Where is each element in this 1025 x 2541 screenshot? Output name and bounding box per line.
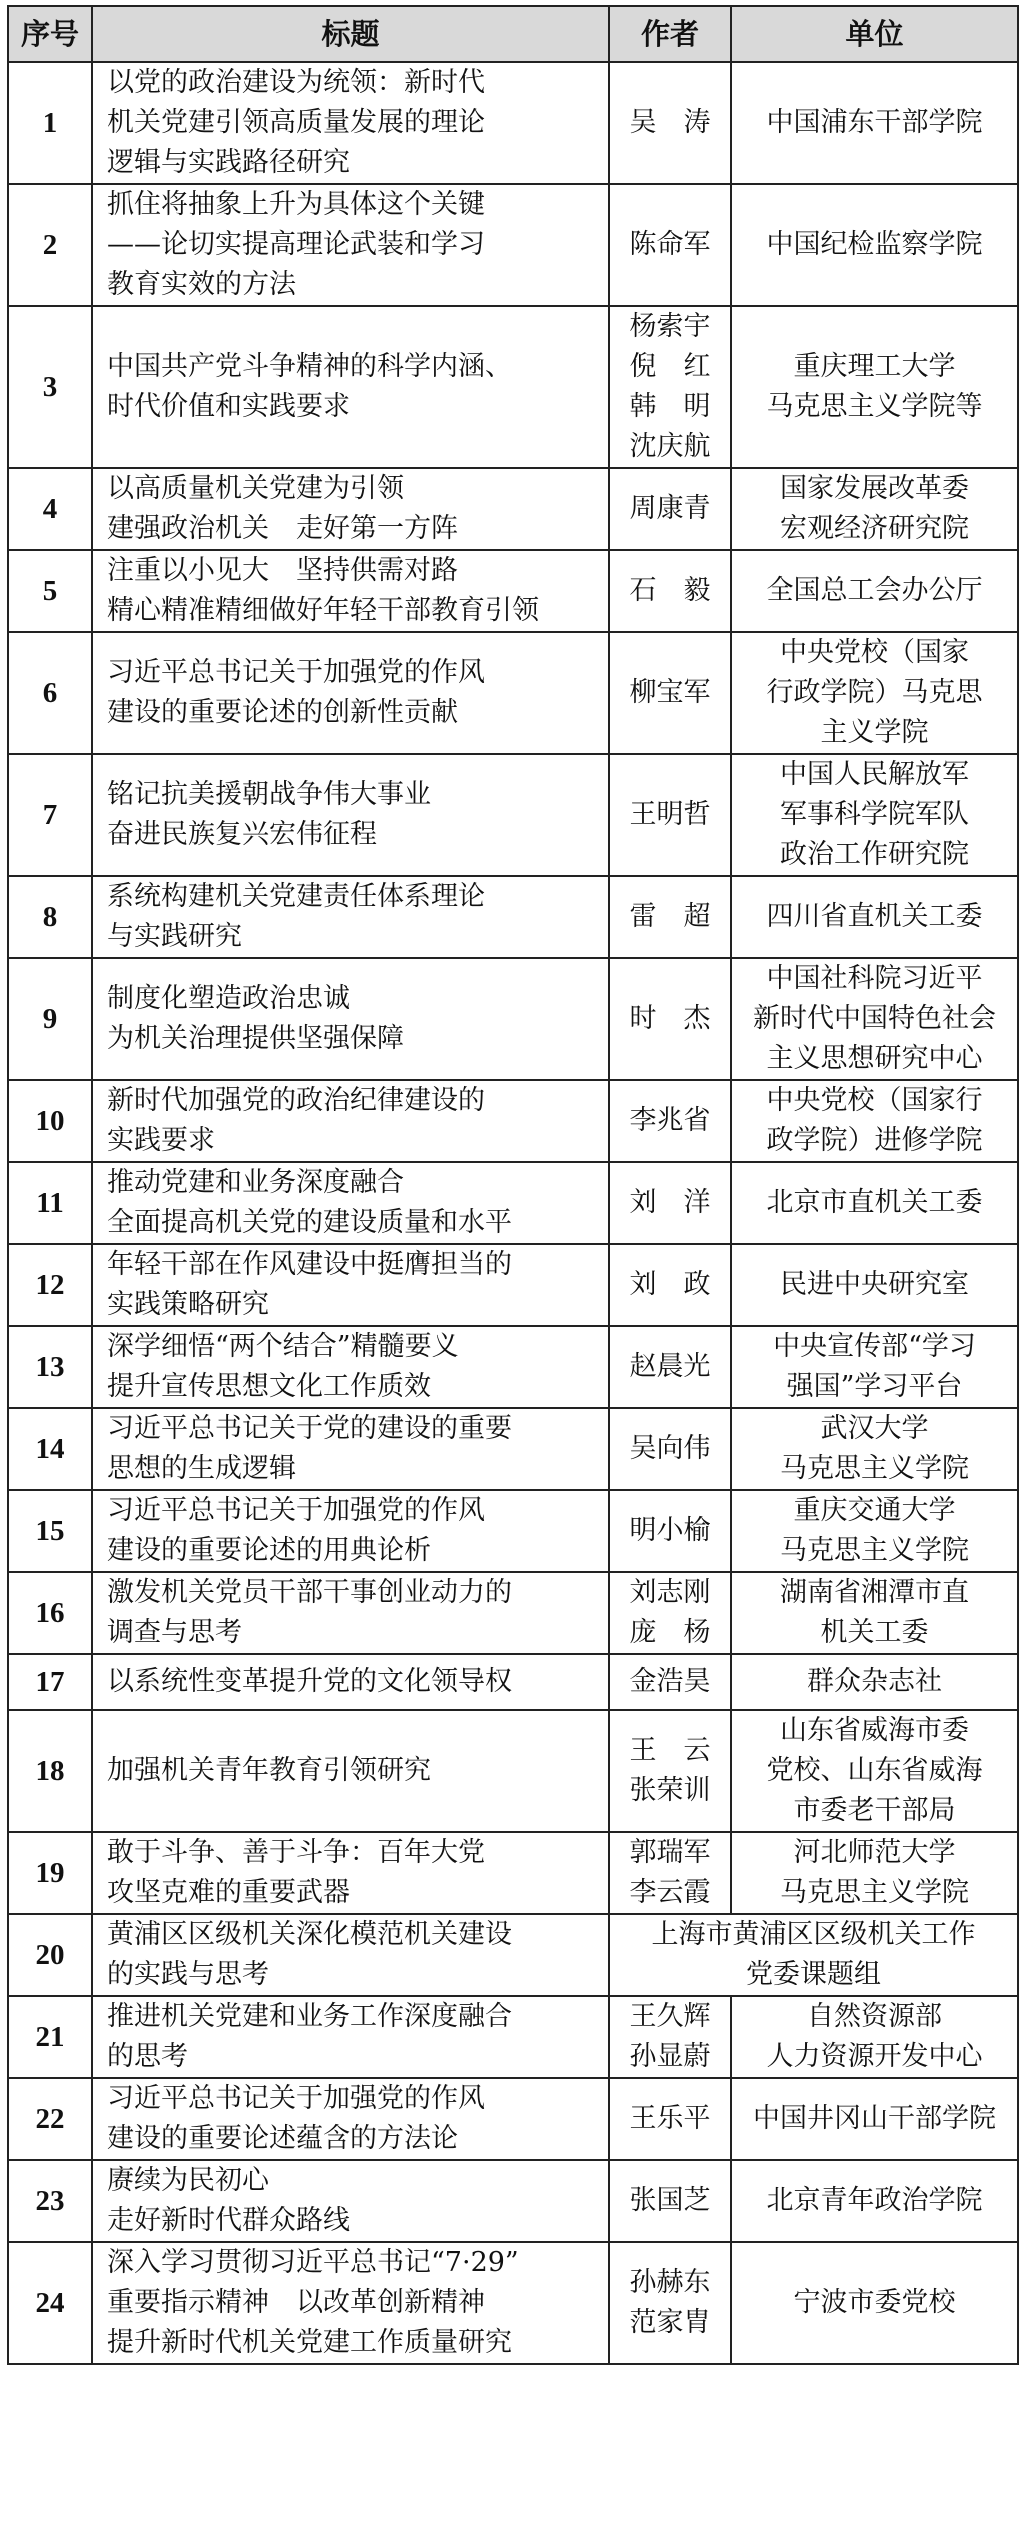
unit-line: 群众杂志社: [807, 1666, 942, 1697]
unit-line: 党校、山东省威海: [766, 1755, 983, 1786]
unit-line: 河北师范大学: [793, 1837, 956, 1868]
paper-title-line: 建设的重要论述的用典论析: [107, 1535, 431, 1566]
unit-line: 马克思主义学院等: [766, 391, 983, 422]
unit: [731, 1408, 1018, 1490]
paper-title-line: 加强机关青年教育引领研究: [107, 1755, 431, 1786]
unit-line: 马克思主义学院: [780, 1535, 969, 1566]
paper-title-line: 为机关治理提供坚强保障: [107, 1023, 404, 1054]
paper-title: [92, 632, 609, 754]
row-number: 10: [8, 1080, 92, 1162]
table-row: [8, 2160, 1018, 2242]
row-number: 17: [8, 1654, 92, 1710]
unit-line: 北京市直机关工委: [766, 1187, 983, 1218]
unit-line: 国家发展改革委: [780, 473, 969, 504]
unit: [731, 62, 1018, 184]
paper-title: [92, 1490, 609, 1572]
paper-title-line: 建强政治机关 走好第一方阵: [107, 513, 458, 544]
unit: [731, 876, 1018, 958]
paper-title-line: 提升新时代机关党建工作质量研究: [107, 2327, 512, 2358]
paper-title-line: 深入学习贯彻习近平总书记“7·29”: [107, 2247, 519, 2278]
author: [609, 1408, 731, 1490]
paper-title-line: 的思考: [107, 2041, 188, 2072]
paper-title: [92, 62, 609, 184]
paper-title-line: 时代价值和实践要求: [107, 391, 350, 422]
unit: [731, 468, 1018, 550]
unit: [731, 550, 1018, 632]
paper-title-line: 全面提高机关党的建设质量和水平: [107, 1207, 512, 1238]
unit-line: 宁波市委党校: [793, 2287, 956, 2318]
row-number: 15: [8, 1490, 92, 1572]
table-row: [8, 184, 1018, 306]
paper-title-line: 黄浦区区级机关深化模范机关建设: [107, 1919, 512, 1950]
paper-title-line: 铭记抗美援朝战争伟大事业: [107, 779, 431, 810]
paper-title: [92, 1572, 609, 1654]
unit-line: 机关工委: [820, 1617, 929, 1648]
table-row: [8, 306, 1018, 468]
paper-title-line: 中国共产党斗争精神的科学内涵、: [107, 351, 512, 382]
author-line: 韩 明: [629, 391, 711, 422]
author-line: 王久辉: [629, 2001, 711, 2032]
table-row: [8, 62, 1018, 184]
paper-title-line: 奋进民族复兴宏伟征程: [107, 819, 377, 850]
unit: [731, 2160, 1018, 2242]
paper-title: [92, 1244, 609, 1326]
author: [609, 1572, 731, 1654]
paper-title-line: 敢于斗争、善于斗争：百年大党: [107, 1837, 485, 1868]
unit: [731, 1080, 1018, 1162]
paper-title-line: 抓住将抽象上升为具体这个关键: [107, 189, 485, 220]
paper-title: [92, 2160, 609, 2242]
table-row: [8, 754, 1018, 876]
unit: [731, 184, 1018, 306]
paper-title-line: 精心精准精细做好年轻干部教育引领: [107, 595, 539, 626]
author-line: 沈庆航: [629, 431, 711, 462]
header-no: 序号: [8, 6, 92, 62]
paper-title: [92, 876, 609, 958]
author-line: 王乐平: [629, 2103, 711, 2134]
author: [609, 958, 731, 1080]
author-line: 郭瑞军: [629, 1837, 711, 1868]
paper-title-line: 机关党建引领高质量发展的理论: [107, 107, 485, 138]
author-line: 庞 杨: [629, 1617, 711, 1648]
author: [609, 1326, 731, 1408]
unit-line: 重庆交通大学: [793, 1495, 956, 1526]
paper-title-line: 推进机关党建和业务工作深度融合: [107, 2001, 512, 2032]
row-number: 23: [8, 2160, 92, 2242]
paper-title: [92, 1996, 609, 2078]
unit-line: 主义思想研究中心: [766, 1043, 983, 1074]
paper-title-line: 提升宣传思想文化工作质效: [107, 1371, 431, 1402]
author-line: 刘 政: [629, 1269, 711, 1300]
paper-title: [92, 468, 609, 550]
row-number: 21: [8, 1996, 92, 2078]
author-line: 周康青: [629, 493, 711, 524]
unit-line: 中国纪检监察学院: [766, 229, 983, 260]
paper-title-line: 习近平总书记关于加强党的作风: [107, 1495, 485, 1526]
unit-line: 马克思主义学院: [780, 1453, 969, 1484]
paper-title-line: 以高质量机关党建为引领: [107, 473, 404, 504]
unit-line: 宏观经济研究院: [780, 513, 969, 544]
unit-line: 民进中央研究室: [780, 1269, 969, 1300]
unit-line: 军事科学院军队: [780, 799, 969, 830]
table-row: [8, 1408, 1018, 1490]
unit: [731, 1832, 1018, 1914]
paper-title-line: 思想的生成逻辑: [107, 1453, 296, 1484]
unit: [731, 2242, 1018, 2364]
row-number: 22: [8, 2078, 92, 2160]
unit: [731, 632, 1018, 754]
author: [609, 632, 731, 754]
paper-title: [92, 754, 609, 876]
unit: [731, 1996, 1018, 2078]
unit: [731, 1654, 1018, 1710]
table-row: [8, 2078, 1018, 2160]
unit-line: 中国井冈山干部学院: [753, 2103, 996, 2134]
row-number: 2: [8, 184, 92, 306]
paper-title-line: 推动党建和业务深度融合: [107, 1167, 404, 1198]
table-row: [8, 1162, 1018, 1244]
paper-title-line: 实践策略研究: [107, 1289, 269, 1320]
unit-line: 行政学院）马克思: [766, 677, 983, 708]
row-number: 16: [8, 1572, 92, 1654]
paper-title-line: 注重以小见大 坚持供需对路: [107, 555, 458, 586]
paper-title-line: 以党的政治建设为统领：新时代: [107, 67, 485, 98]
unit-line: 市委老干部局: [793, 1795, 956, 1826]
unit-line: 人力资源开发中心: [766, 2041, 983, 2072]
paper-title-line: 的实践与思考: [107, 1959, 269, 1990]
unit: [731, 754, 1018, 876]
papers-table: [7, 5, 1019, 2365]
paper-title-line: 教育实效的方法: [107, 269, 296, 300]
unit-line: 北京青年政治学院: [766, 2185, 983, 2216]
row-number: 6: [8, 632, 92, 754]
paper-title: [92, 1326, 609, 1408]
paper-title-line: 新时代加强党的政治纪律建设的: [107, 1085, 485, 1116]
author: [609, 1832, 731, 1914]
author: [609, 62, 731, 184]
paper-title-line: 习近平总书记关于加强党的作风: [107, 2083, 485, 2114]
unit-line: 中国社科院习近平: [766, 963, 983, 994]
author-unit-merged: [609, 1914, 1018, 1996]
author-line: 李兆省: [629, 1105, 711, 1136]
author: [609, 1996, 731, 2078]
author-line: 杨索宇: [629, 311, 711, 342]
row-number: 14: [8, 1408, 92, 1490]
table-row: [8, 1080, 1018, 1162]
paper-title-line: 与实践研究: [107, 921, 242, 952]
author-line: 倪 红: [629, 351, 711, 382]
paper-title: [92, 958, 609, 1080]
row-number: 5: [8, 550, 92, 632]
row-number: 8: [8, 876, 92, 958]
author: [609, 184, 731, 306]
row-number: 1: [8, 62, 92, 184]
header-author: 作者: [609, 6, 731, 62]
paper-title: [92, 306, 609, 468]
author-line: 王 云: [629, 1735, 711, 1766]
table-row: [8, 1996, 1018, 2078]
paper-title-line: 逻辑与实践路径研究: [107, 147, 350, 178]
paper-title-line: 攻坚克难的重要武器: [107, 1877, 350, 1908]
paper-title: [92, 1914, 609, 1996]
header-title: 标题: [92, 6, 609, 62]
author-line: 张国芝: [629, 2185, 711, 2216]
author-line: 李云霞: [629, 1877, 711, 1908]
author-line: 刘 洋: [629, 1187, 711, 1218]
unit: [731, 1162, 1018, 1244]
table-row: [8, 1326, 1018, 1408]
row-number: 9: [8, 958, 92, 1080]
table-row: [8, 1914, 1018, 1996]
table-row: [8, 1490, 1018, 1572]
paper-title-line: 调查与思考: [107, 1617, 242, 1648]
row-number: 24: [8, 2242, 92, 2364]
author: [609, 468, 731, 550]
author: [609, 2242, 731, 2364]
paper-title: [92, 2242, 609, 2364]
author: [609, 1490, 731, 1572]
unit: [731, 1710, 1018, 1832]
paper-title: [92, 184, 609, 306]
unit: [731, 1490, 1018, 1572]
paper-title: [92, 2078, 609, 2160]
author: [609, 550, 731, 632]
unit-line: 中央宣传部“学习: [773, 1331, 976, 1362]
author-line: 吴 涛: [629, 107, 711, 138]
table-row: [8, 1710, 1018, 1832]
author: [609, 1244, 731, 1326]
unit-line: 政学院）进修学院: [766, 1125, 983, 1156]
author: [609, 1080, 731, 1162]
author-line: 赵晨光: [629, 1351, 711, 1382]
unit-line: 自然资源部: [807, 2001, 942, 2032]
author-line: 明小榆: [629, 1515, 711, 1546]
author: [609, 1162, 731, 1244]
table-row: [8, 1244, 1018, 1326]
paper-title-line: 激发机关党员干部干事创业动力的: [107, 1577, 512, 1608]
row-number: 11: [8, 1162, 92, 1244]
unit-line: 中央党校（国家行: [766, 1085, 983, 1116]
paper-title: [92, 1710, 609, 1832]
paper-title-line: 建设的重要论述的创新性贡献: [107, 697, 458, 728]
paper-title-line: 深学细悟“两个结合”精髓要义: [107, 1331, 459, 1362]
paper-title-line: 习近平总书记关于加强党的作风: [107, 657, 485, 688]
unit-line: 重庆理工大学: [793, 351, 956, 382]
table-row: [8, 632, 1018, 754]
unit-line: 主义学院: [820, 717, 929, 748]
author: [609, 2160, 731, 2242]
table-row: [8, 2242, 1018, 2364]
table-row: [8, 1572, 1018, 1654]
unit-line: 强国”学习平台: [786, 1371, 963, 1402]
table-row: [8, 468, 1018, 550]
author-line: 石 毅: [629, 575, 711, 606]
author: [609, 2078, 731, 2160]
unit-line: 武汉大学: [820, 1413, 929, 1444]
author-line: 孙显蔚: [629, 2041, 711, 2072]
paper-title: [92, 1654, 609, 1710]
unit: [731, 1244, 1018, 1326]
row-number: 20: [8, 1914, 92, 1996]
author: [609, 1654, 731, 1710]
paper-title-line: 以系统性变革提升党的文化领导权: [107, 1666, 512, 1697]
unit: [731, 958, 1018, 1080]
unit-line: 政治工作研究院: [780, 839, 969, 870]
table-row: [8, 958, 1018, 1080]
paper-title-line: 制度化塑造政治忠诚: [107, 983, 350, 1014]
paper-title-line: 走好新时代群众路线: [107, 2205, 350, 2236]
paper-title-line: 建设的重要论述蕴含的方法论: [107, 2123, 458, 2154]
row-number: 3: [8, 306, 92, 468]
paper-title: [92, 550, 609, 632]
unit: [731, 2078, 1018, 2160]
unit-line: 山东省威海市委: [780, 1715, 969, 1746]
author-line: 刘志刚: [629, 1577, 711, 1608]
unit-line: 湖南省湘潭市直: [780, 1577, 969, 1608]
author-unit-merged-line: 上海市黄浦区区级机关工作: [651, 1919, 976, 1950]
table-row: [8, 876, 1018, 958]
paper-title: [92, 1080, 609, 1162]
author-unit-merged-line: 党委课题组: [746, 1959, 881, 1990]
paper-title-line: 重要指示精神 以改革创新精神: [107, 2287, 485, 2318]
table-row: [8, 550, 1018, 632]
author-line: 金浩昊: [629, 1666, 711, 1697]
unit: [731, 306, 1018, 468]
unit-line: 全国总工会办公厅: [766, 575, 983, 606]
author-line: 陈命军: [629, 229, 711, 260]
author-line: 柳宝军: [629, 677, 711, 708]
author: [609, 1710, 731, 1832]
author-line: 张荣训: [629, 1775, 711, 1806]
paper-title-line: ——论切实提高理论武装和学习: [107, 229, 485, 260]
row-number: 12: [8, 1244, 92, 1326]
row-number: 19: [8, 1832, 92, 1914]
table-row: [8, 1654, 1018, 1710]
unit: [731, 1326, 1018, 1408]
author-line: 王明哲: [629, 799, 711, 830]
unit-line: 马克思主义学院: [780, 1877, 969, 1908]
row-number: 4: [8, 468, 92, 550]
author-line: 范家胄: [629, 2307, 711, 2338]
row-number: 7: [8, 754, 92, 876]
author: [609, 306, 731, 468]
author-line: 孙赫东: [629, 2267, 711, 2298]
paper-title-line: 实践要求: [107, 1125, 215, 1156]
row-number: 13: [8, 1326, 92, 1408]
unit-line: 新时代中国特色社会: [753, 1003, 996, 1034]
paper-title-line: 系统构建机关党建责任体系理论: [107, 881, 485, 912]
author-line: 时 杰: [629, 1003, 711, 1034]
paper-title-line: 习近平总书记关于党的建设的重要: [107, 1413, 512, 1444]
row-number: 18: [8, 1710, 92, 1832]
paper-title-line: 年轻干部在作风建设中挺膺担当的: [107, 1249, 512, 1280]
header-unit: 单位: [731, 6, 1018, 62]
unit-line: 中央党校（国家: [780, 637, 969, 668]
author: [609, 754, 731, 876]
unit-line: 中国人民解放军: [780, 759, 969, 790]
unit: [731, 1572, 1018, 1654]
author-line: 吴向伟: [629, 1433, 711, 1464]
paper-title: [92, 1832, 609, 1914]
unit-line: 中国浦东干部学院: [766, 107, 983, 138]
paper-title: [92, 1408, 609, 1490]
paper-title-line: 赓续为民初心: [107, 2165, 269, 2196]
unit-line: 四川省直机关工委: [766, 901, 983, 932]
header-row: [8, 6, 1018, 62]
table-row: [8, 1832, 1018, 1914]
author: [609, 876, 731, 958]
author-line: 雷 超: [629, 901, 711, 932]
paper-title: [92, 1162, 609, 1244]
